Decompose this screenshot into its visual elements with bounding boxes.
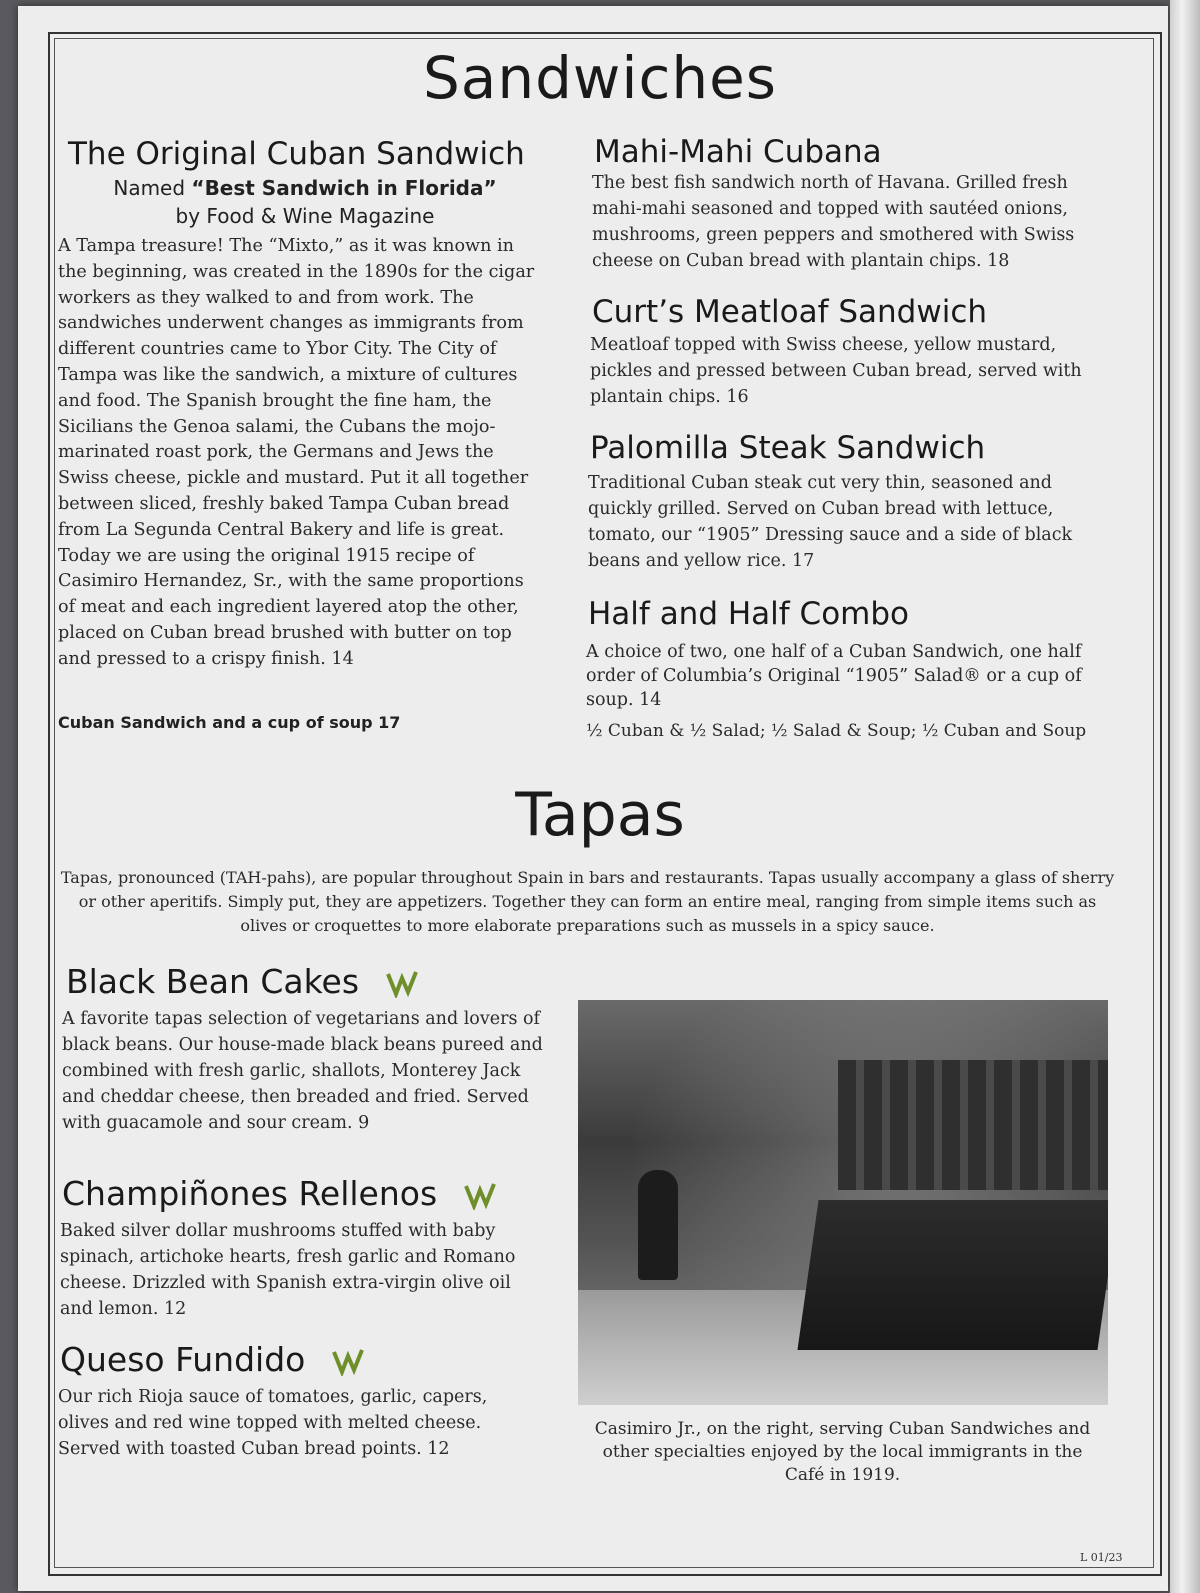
half-combo-title: Half and Half Combo xyxy=(588,596,910,632)
award-source: by Food & Wine Magazine xyxy=(175,204,435,228)
queso-fundido-description: Our rich Rioja sauce of tomatoes, garlic, capers, olives and red wine topped with melted cheese. Served with toasted Cuban bread points. 12 xyxy=(58,1387,488,1459)
award-prefix: Named xyxy=(113,176,192,200)
half-combo-description: A choice of two, one half of a Cuban Sandwich, one half order of Columbia’s Original “1905” Salad® or a cup of soup. 14 xyxy=(586,642,1082,710)
vegetarian-leaf-icon xyxy=(462,1182,496,1210)
award-text: “Best Sandwich in Florida” xyxy=(191,176,497,200)
photo-seated-man xyxy=(638,1170,678,1280)
cuban-sandwich-description: A Tampa treasure! The “Mixto,” as it was known in the beginning, was created in the 1890s for the cigar workers as they walked to and from work. The sandwiches underwent changes as immigrants from different countries came to Ybor City. The City of Tampa was like the sandwich, a mixture of cultures and food. The Spanish brought the fine ham, the Sicilians the Genoa salami, the Cubans the mojo-marinated roast pork, the Germans and Jews the Swiss cheese, pickle and mustard. Put it all together between sliced, freshly baked Tampa Cuban bread from La Segunda Central Bakery and life is great. Today we are using the original 1915 recipe of Casimiro Hernandez, Sr., with the same proportions of meat and each ingredient layered atop the other, placed on Cuban bread brushed with butter on top and pressed to a crispy finish. 14 xyxy=(58,236,535,669)
palomilla-description: Traditional Cuban steak cut very thin, seasoned and quickly grilled. Served on Cuban bread with lettuce, tomato, our “1905” Dressing sauce and a side of black beans and yellow rice. 17 xyxy=(588,473,1073,571)
meatloaf-description: Meatloaf topped with Swiss cheese, yellow mustard, pickles and pressed between Cuban bread, served with plantain chips. 16 xyxy=(590,335,1082,407)
menu-version-code: L 01/23 xyxy=(1080,1551,1123,1564)
cuban-soup-combo: Cuban Sandwich and a cup of soup 17 xyxy=(58,713,401,732)
black-bean-cakes-label: Black Bean Cakes xyxy=(66,962,360,1001)
black-bean-cakes-title xyxy=(66,962,418,1001)
tapas-heading: Tapas xyxy=(515,780,685,850)
queso-fundido-label: Queso Fundido xyxy=(60,1340,306,1379)
historic-cafe-photo xyxy=(578,1000,1108,1405)
cuban-sandwich-title: The Original Cuban Sandwich xyxy=(68,136,525,172)
photo-bar-counter xyxy=(797,1200,1108,1350)
champinones-title xyxy=(62,1174,496,1213)
queso-fundido-title xyxy=(60,1340,364,1379)
vegetarian-leaf-icon xyxy=(330,1348,364,1376)
black-bean-cakes-description: A favorite tapas selection of vegetarians and lovers of black beans. Our house-made black beans pureed and combined with fresh garlic, shallots, Monterey Jack and cheddar cheese, then breaded and fried. Served with guacamole and sour cream. 9 xyxy=(62,1009,543,1133)
mahi-mahi-description: The best fish sandwich north of Havana. Grilled fresh mahi-mahi seasoned and topped with sautéed onions, mushrooms, green peppers and smothered with Swiss cheese on Cuban bread with plantain chips. 18 xyxy=(592,173,1075,271)
photo-caption: Casimiro Jr., on the right, serving Cuban Sandwiches and other specialties enjoyed by the local immigrants in the Café in 1919. xyxy=(594,1419,1091,1485)
meatloaf-title: Curt’s Meatloaf Sandwich xyxy=(592,294,988,330)
half-combo-options: ½ Cuban & ½ Salad; ½ Salad & Soup; ½ Cuban and Soup xyxy=(586,721,1087,741)
sandwiches-heading: Sandwiches xyxy=(422,44,778,112)
tapas-intro: Tapas, pronounced (TAH-pahs), are popular throughout Spain in bars and restaurants. Tapas usually accompany a glass of sherry or other aperitifs. Simply put, they are appetizers. Together they can form an entire meal, ranging from simple items such as olives or croquettes to more elaborate preparations such as mussels in a spicy sauce. xyxy=(60,868,1115,935)
photo-shelves xyxy=(838,1060,1108,1190)
vegetarian-leaf-icon xyxy=(384,970,418,998)
palomilla-title: Palomilla Steak Sandwich xyxy=(590,430,986,466)
mahi-mahi-title: Mahi-Mahi Cubana xyxy=(594,134,882,170)
champinones-description: Baked silver dollar mushrooms stuffed with baby spinach, artichoke hearts, fresh garlic and Romano cheese. Drizzled with Spanish extra-virgin olive oil and lemon. 12 xyxy=(60,1221,516,1319)
cuban-award xyxy=(60,174,550,230)
champinones-label: Champiñones Rellenos xyxy=(62,1174,438,1213)
